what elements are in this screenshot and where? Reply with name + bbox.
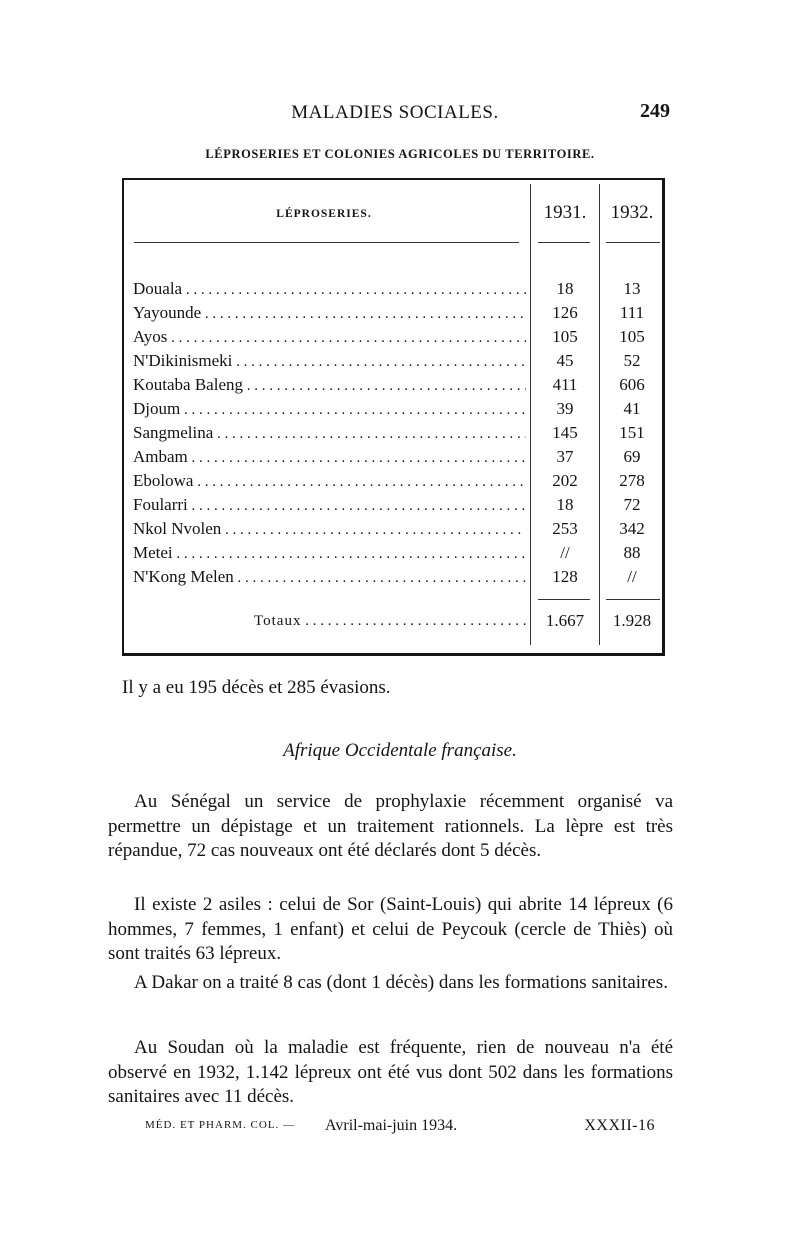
section-heading: Afrique Occidentale française. [283,740,517,761]
row-name: N'Kong Melen . . . [133,566,526,589]
row-name: Douala . . . [133,278,526,301]
footer-separator: — [283,1119,296,1131]
total-label: Totaux . . . [254,610,526,632]
footer-issue: Avril-mai-juin 1934. [325,1117,458,1134]
paragraph-asylums [108,893,673,967]
column-header-1931: 1931. [543,202,587,223]
paragraph-text: Au Soudan où la maladie est fréquente, rien de nouveau n'a été observé en 1932, 1.142 lépreux ont été vus dont 502 dans les formations sanitaires avec 11 décès. [108,1037,673,1107]
row-name: Ebolowa . . . [133,470,526,493]
header-rule [606,242,660,243]
column-header-leproseries: LÉPROSERIES. [276,208,372,220]
row-value-1932: 69 [623,447,641,466]
row-name: Nkol Nvolen . . . [133,518,526,541]
table-row [124,542,662,566]
leproseries-table [122,178,665,656]
row-name: N'Dikinismeki . . . [133,350,526,373]
table-row [124,518,662,542]
row-value-1931: 145 [552,423,578,442]
row-value-1931: 45 [556,351,574,370]
row-value-1931: 126 [552,303,578,322]
row-value-1932: 278 [619,471,645,490]
row-name: Metei . . . [133,542,526,565]
footer-journal [145,1119,295,1131]
header-rule [134,242,519,243]
page-footer [145,1117,655,1141]
total-rule [538,599,590,600]
row-value-1932: 41 [623,399,641,418]
table-row [124,326,662,350]
total-value-1932: 1.928 [612,611,652,630]
row-name: Ambam . . . [133,446,526,469]
row-value-1932: 72 [623,495,641,514]
table-row [124,350,662,374]
running-head [120,100,670,130]
footer-signature: XXXII-16 [584,1117,655,1134]
row-value-1931: 105 [552,327,578,346]
paragraph-senegal [108,790,673,864]
row-value-1931: 18 [556,279,574,298]
row-value-1931: // [560,543,570,562]
total-rule [606,599,660,600]
table-row [124,398,662,422]
paragraph-text: Il existe 2 asiles : celui de Sor (Saint-Louis) qui abrite 14 lépreux (6 hommes, 7 femmes, 1 enfant) et celui de Peycouk (cercle de Thiès) où sont traités 63 lépreux. [108,894,673,964]
row-value-1931: 128 [552,567,578,586]
row-value-1931: 411 [552,375,578,394]
table-row [124,422,662,446]
header-rule [538,242,590,243]
running-title: MALADIES SOCIALES. [291,102,499,123]
row-value-1932: 52 [623,351,641,370]
row-value-1932: 342 [619,519,645,538]
row-value-1931: 39 [556,399,574,418]
table-row [124,494,662,518]
row-name: Foularri . . . [133,494,526,517]
table-row [124,470,662,494]
paragraph-text: Au Sénégal un service de prophylaxie récemment organisé va permettre un dépistage et un traitement rationnels. La lèpre est très répandue, 72 cas nouveaux ont été déclarés dont 5 décès. [108,791,673,861]
journal-name: MÉD. ET PHARM. COL. [145,1119,280,1131]
paragraph-deaths: Il y a eu 195 décès et 285 évasions. [122,677,391,698]
total-value-1931: 1.667 [545,611,585,630]
row-value-1931: 202 [552,471,578,490]
row-name: Yayounde . . . [133,302,526,325]
table-row [124,446,662,470]
row-value-1932: 13 [623,279,641,298]
paragraph-dakar [108,971,673,996]
row-value-1931: 37 [556,447,574,466]
row-name: Koutaba Baleng . . . [133,374,526,397]
table-header-row [124,202,662,230]
table-row [124,566,662,590]
row-value-1932: 606 [619,375,645,394]
table-row [124,302,662,326]
table-row [124,278,662,302]
row-value-1932: 111 [619,303,645,322]
row-name: Ayos . . . [133,326,526,349]
column-header-1932: 1932. [610,202,654,223]
row-name: Djoum . . . [133,398,526,421]
row-value-1932: // [627,567,637,586]
row-value-1931: 253 [552,519,578,538]
table-row [124,374,662,398]
paragraph-soudan [108,1036,673,1110]
page-number: 249 [640,100,670,122]
row-value-1932: 88 [623,543,641,562]
row-value-1931: 18 [556,495,574,514]
total-row [124,610,662,634]
row-name: Sangmelina . . . [133,422,526,445]
row-value-1932: 151 [619,423,645,442]
table-body [124,278,662,590]
paragraph-text: A Dakar on a traité 8 cas (dont 1 décès) dans les formations sanitaires. [134,972,668,993]
table-title: LÉPROSERIES ET COLONIES AGRICOLES DU TERRITOIRE. [205,147,595,161]
row-value-1932: 105 [619,327,645,346]
